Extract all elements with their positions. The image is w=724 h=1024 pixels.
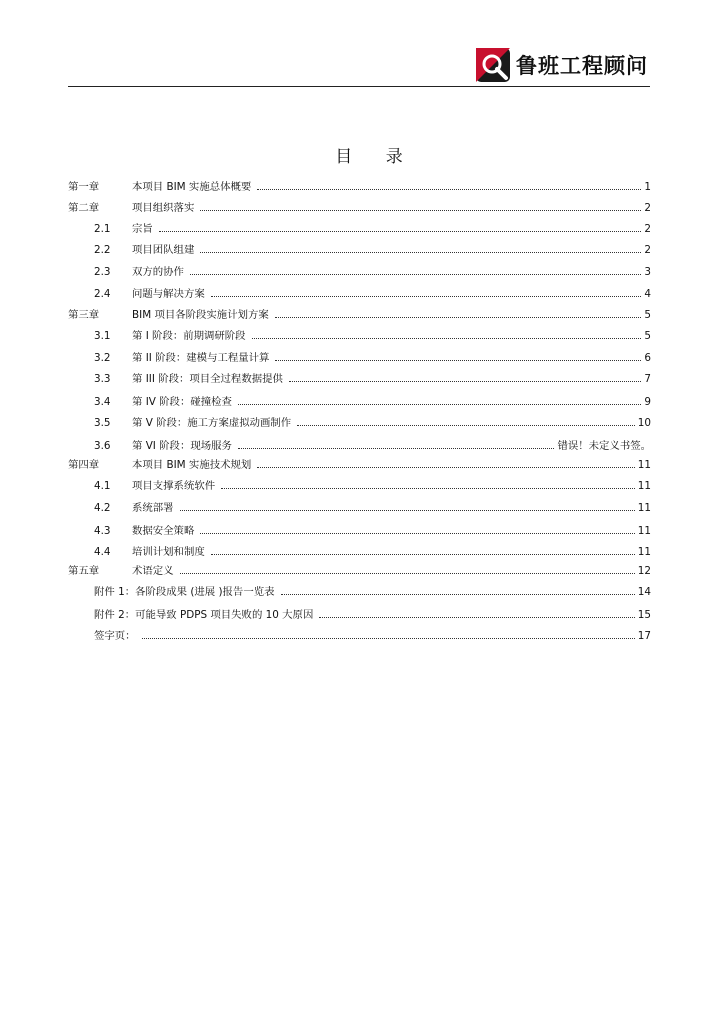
- toc-leader-dots: [281, 593, 635, 595]
- toc-entry[interactable]: [68, 373, 651, 385]
- toc-entry-title: 第 IV 阶段：碰撞检查: [132, 395, 232, 408]
- toc-entry-number: 3.4: [94, 395, 111, 408]
- toc-entry-title: 签字页：: [94, 630, 136, 643]
- toc-entry-number: 4.2: [94, 502, 111, 515]
- toc-entry-page: 4: [644, 288, 651, 301]
- toc-entry[interactable]: [68, 288, 651, 300]
- toc-entry-title: 双方的协作: [132, 265, 184, 278]
- toc-entry-number: 2.4: [94, 288, 111, 301]
- toc-entry[interactable]: [68, 609, 651, 621]
- toc-entry-page: 17: [637, 630, 651, 643]
- toc-entry-number: 3.6: [94, 439, 111, 452]
- toc-entry-number: 4.1: [94, 480, 111, 493]
- toc-entry-title: 项目组织落实: [132, 201, 195, 214]
- toc-entry-title: 数据安全策略: [132, 524, 195, 537]
- toc-leader-dots: [180, 572, 635, 574]
- toc-entry-title: 第 V 阶段：施工方案虚拟动画制作: [132, 417, 292, 430]
- toc-leader-dots: [200, 209, 641, 211]
- toc-entry-page: 9: [644, 395, 651, 408]
- toc-leader-dots: [142, 637, 635, 639]
- toc-leader-dots: [221, 487, 635, 489]
- toc-entry-title: 系统部署: [132, 502, 174, 515]
- toc-entry-title: 第 II 阶段：建模与工程量计算: [132, 351, 270, 364]
- toc-entry-page: 1: [644, 181, 651, 193]
- toc-entry[interactable]: [68, 244, 651, 256]
- toc-entry-number: 4.4: [94, 546, 111, 559]
- toc-leader-dots: [200, 532, 634, 534]
- toc-entry[interactable]: [68, 396, 651, 408]
- toc-entry-number: 3.3: [94, 373, 111, 386]
- toc-entry-page: 11: [637, 480, 651, 493]
- toc-entry[interactable]: [68, 630, 651, 642]
- toc-leader-dots: [319, 616, 634, 618]
- toc-leader-dots: [200, 251, 641, 253]
- toc-leader-dots: [238, 403, 641, 405]
- toc-entry-title: 第 III 阶段：项目全过程数据提供: [132, 373, 283, 386]
- toc-entry-title: 项目团队组建: [132, 244, 195, 257]
- toc-entry[interactable]: [68, 181, 651, 193]
- logo-icon: [476, 48, 510, 82]
- toc-entry-page: 错误！未定义书签。: [557, 439, 651, 452]
- toc-entry-page: 11: [637, 546, 651, 559]
- toc-entry[interactable]: [68, 202, 651, 214]
- toc-entry-title: 附件 1：各阶段成果 (进展 )报告一览表: [94, 586, 275, 599]
- toc-leader-dots: [257, 188, 641, 190]
- toc-entry-title: 宗旨: [132, 222, 153, 235]
- company-logo: [476, 46, 648, 84]
- toc-entry[interactable]: [68, 352, 651, 364]
- toc-entry[interactable]: [68, 565, 651, 577]
- toc-entry-number: 第三章: [68, 309, 100, 322]
- toc-entry-title: 本项目 BIM 实施总体概要: [132, 181, 252, 193]
- toc-entry[interactable]: [68, 330, 651, 342]
- toc-entry-title: 培训计划和制度: [132, 546, 205, 559]
- toc-entry-number: 2.3: [94, 265, 111, 278]
- toc-entry-page: 5: [644, 330, 651, 343]
- toc-entry-page: 2: [644, 201, 651, 214]
- toc-entry[interactable]: [68, 223, 651, 235]
- toc-leader-dots: [275, 316, 642, 318]
- toc-entry-title: BIM 项目各阶段实施计划方案: [132, 309, 269, 322]
- toc-entry-page: 11: [637, 459, 651, 472]
- toc-entry-number: 2.1: [94, 222, 111, 235]
- toc-entry-title: 附件 2：可能导致 PDPS 项目失败的 10 大原因: [94, 608, 314, 621]
- toc-leader-dots: [289, 380, 641, 382]
- toc-entry-number: 3.2: [94, 351, 111, 364]
- toc-entry-page: 11: [637, 502, 651, 515]
- toc-leader-dots: [275, 359, 641, 361]
- toc-leader-dots: [297, 424, 635, 426]
- toc-entry[interactable]: [68, 459, 651, 471]
- toc-entry-page: 2: [644, 244, 651, 257]
- toc-entry-title: 项目支撑系统软件: [132, 480, 216, 493]
- table-of-contents: [68, 181, 651, 642]
- toc-entry-title: 问题与解决方案: [132, 288, 205, 301]
- toc-entry-page: 2: [644, 222, 651, 235]
- toc-entry-number: 第五章: [68, 565, 100, 578]
- toc-leader-dots: [257, 466, 634, 468]
- toc-entry-page: 10: [637, 417, 651, 430]
- toc-entry-number: 2.2: [94, 244, 111, 257]
- toc-entry-page: 7: [644, 373, 651, 386]
- toc-entry-title: 第 VI 阶段：现场服务: [132, 439, 232, 452]
- toc-entry[interactable]: [68, 480, 651, 492]
- toc-leader-dots: [180, 509, 635, 511]
- toc-entry-page: 12: [637, 565, 651, 578]
- toc-entry-page: 14: [637, 586, 651, 599]
- toc-entry-number: 4.3: [94, 524, 111, 537]
- toc-entry-title: 第 I 阶段：前期调研阶段: [132, 330, 246, 343]
- toc-entry[interactable]: [68, 586, 651, 598]
- toc-entry-number: 3.5: [94, 417, 111, 430]
- toc-entry[interactable]: [68, 440, 651, 452]
- toc-entry[interactable]: [68, 266, 651, 278]
- toc-entry-page: 5: [644, 309, 651, 322]
- page-header: [68, 44, 650, 88]
- header-rule: [68, 86, 650, 87]
- toc-entry-page: 15: [637, 608, 651, 621]
- toc-entry-number: 第一章: [68, 181, 100, 193]
- toc-entry[interactable]: [68, 525, 651, 537]
- logo-text: 鲁班工程顾问: [516, 54, 648, 78]
- toc-leader-dots: [159, 230, 642, 232]
- toc-entry[interactable]: [68, 546, 651, 558]
- toc-entry-page: 11: [637, 524, 651, 537]
- toc-entry-number: 第四章: [68, 459, 100, 472]
- toc-entry[interactable]: [68, 309, 651, 321]
- toc-entry-title: 本项目 BIM 实施技术规划: [132, 459, 252, 472]
- toc-leader-dots: [211, 295, 642, 297]
- toc-leader-dots: [211, 553, 635, 555]
- toc-leader-dots: [190, 273, 641, 275]
- toc-entry[interactable]: [68, 502, 651, 514]
- toc-leader-dots: [252, 337, 642, 339]
- toc-entry-page: 3: [644, 265, 651, 278]
- toc-entry-page: 6: [644, 351, 651, 364]
- page-title: 目 录: [335, 147, 417, 167]
- toc-entry-number: 第二章: [68, 201, 100, 214]
- toc-entry[interactable]: [68, 417, 651, 429]
- toc-entry-number: 3.1: [94, 330, 111, 343]
- toc-entry-title: 术语定义: [132, 565, 174, 578]
- toc-leader-dots: [238, 447, 555, 449]
